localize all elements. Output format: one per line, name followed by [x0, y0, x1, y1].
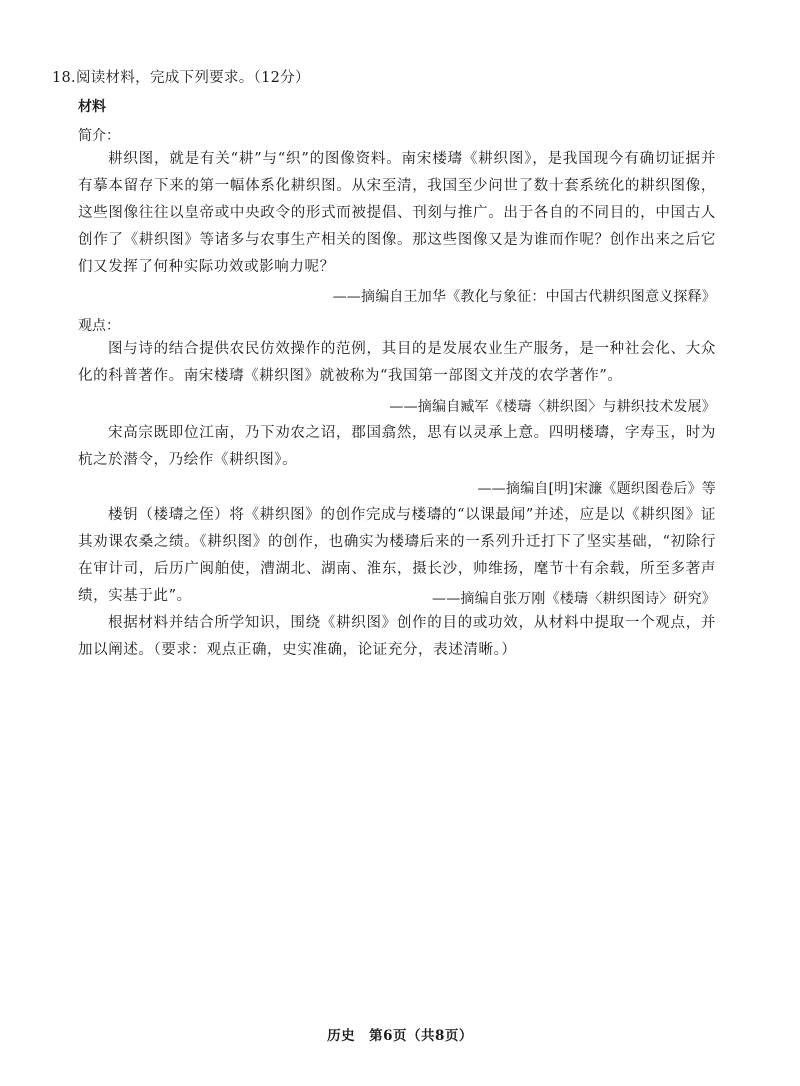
intro-label: 简介：: [78, 128, 120, 144]
page-footer: 历史 第6页（共8页）: [327, 1028, 473, 1044]
view-paragraph-3: 楼钥（楼璹之侄）将《耕织图》的创作完成与楼璹的“以课最闻”并述，应是以《耕织图》证其劝课农桑之绩。《耕织图》的创作，也确实为楼璹后来的一系列升迁打下了坚实基础，“初除行在审计司，后历广闽舶使，漕湖北、湖南、淮东，摄长沙，帅维扬，麾节十有余载，所至多著声绩，实基于此”。: [78, 507, 716, 604]
view-source-2: ——摘编自[明]宋濂《题织图卷后》等: [477, 481, 716, 497]
task-paragraph: 根据材料并结合所学知识，围绕《耕织图》创作的目的或功效，从材料中提取一个观点，并加以阐述。（要求：观点正确，史实准确，论证充分，表述清晰。）: [78, 615, 716, 658]
view-paragraph-2: 宋高宗既即位江南，乃下劝农之诏，郡国翕然，思有以灵承上意。四明楼璹，字寿玉，时为杭之於潜令，乃绘作《耕织图》。: [78, 425, 716, 468]
question-header: 18.阅读材料，完成下列要求。（12分）: [52, 70, 310, 86]
views-label: 观点：: [78, 318, 120, 334]
intro-source: ——摘编自王加华《教化与象征：中国古代耕织图意义探释》: [332, 289, 716, 305]
material-title: 材料: [78, 99, 106, 115]
view-source-3: ——摘编自张万刚《楼璹〈耕织图诗〉研究》: [432, 591, 716, 607]
intro-paragraph: 耕织图，就是有关“耕”与“织”的图像资料。南宋楼璹《耕织图》，是我国现今有确切证据并有摹本留存下来的第一幅体系化耕织图。从宋至清，我国至少问世了数十套系统化的耕织图像，这些图像往往以皇帝或中央政令的形式而被提倡、刊刻与推广。出于各自的不同目的，中国古人创作了《耕织图》等诸多与农事生产相关的图像。那这些图像又是为谁而作呢？创作出来之后它们又发挥了何种实际功效或影响力呢？: [78, 151, 716, 275]
view-source-1: ——摘编自臧军《楼璹〈耕织图〉与耕织技术发展》: [389, 399, 716, 415]
view-paragraph-1: 图与诗的结合提供农民仿效操作的范例，其目的是发展农业生产服务，是一种社会化、大众化的科普著作。南宋楼璹《耕织图》就被称为“我国第一部图文并茂的农学著作”。: [78, 341, 716, 384]
